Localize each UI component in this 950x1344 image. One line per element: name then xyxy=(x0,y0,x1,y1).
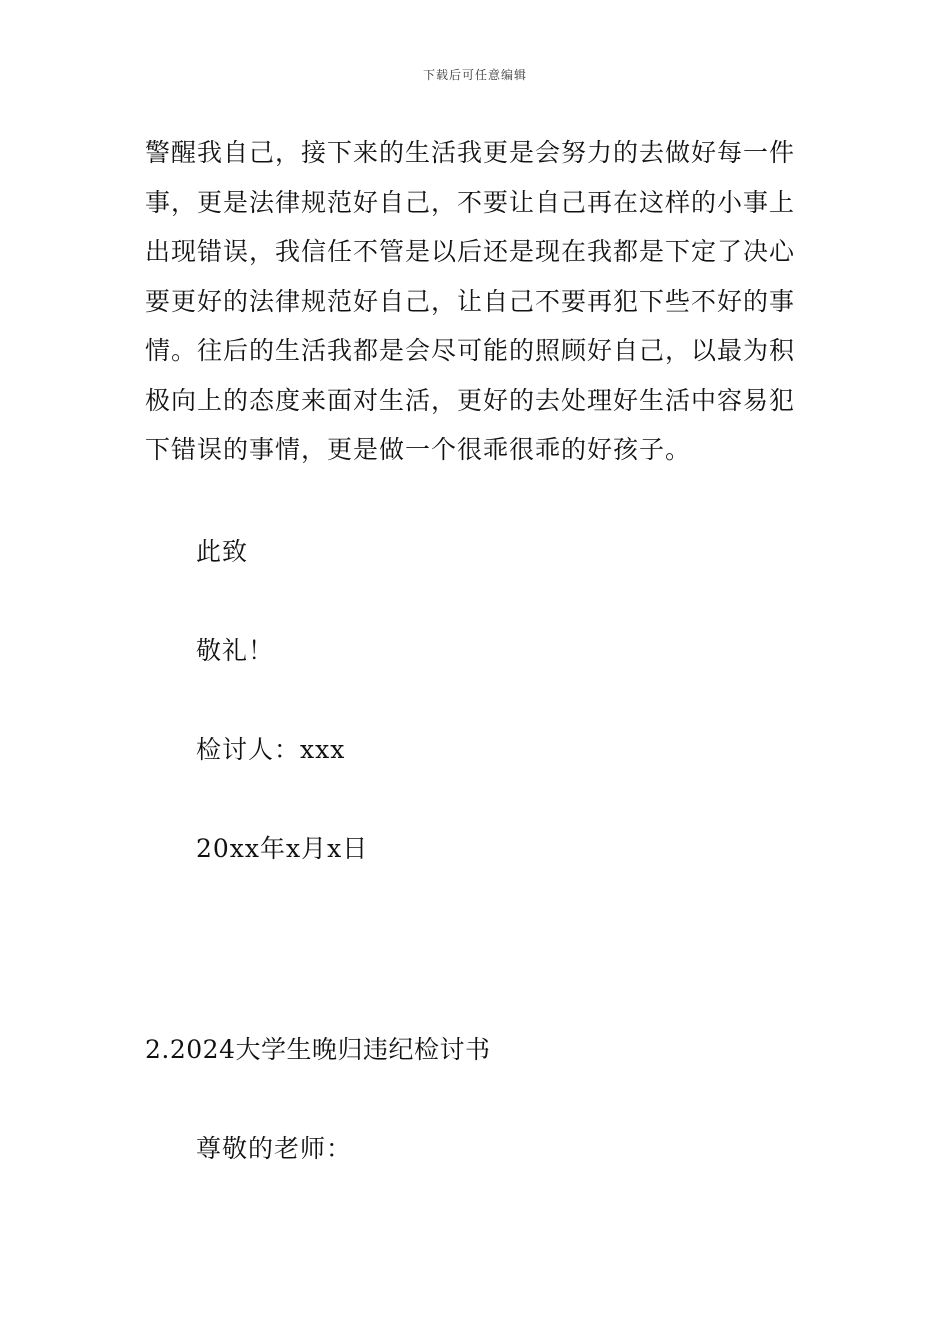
paragraph-line: 要更好的法律规范好自己，让自己不要再犯下些不好的事 xyxy=(145,286,796,316)
header-note: 下载后可任意编辑 xyxy=(422,68,527,82)
paragraph-line: 情。往后的生活我都是会尽可能的照顾好自己，以最为积 xyxy=(145,336,796,365)
signer-line: 检讨人：xxx xyxy=(196,735,346,764)
paragraph-line: 警醒我自己，接下来的生活我更是会努力的去做好每一件 xyxy=(145,138,796,167)
paragraph-line: 事，更是法律规范好自己，不要让自己再在这样的小事上 xyxy=(145,187,796,217)
closing-salutation: 此致 xyxy=(196,537,249,566)
letter-greeting: 尊敬的老师： xyxy=(196,1134,353,1163)
paragraph-line: 极向上的态度来面对生活，更好的去处理好生活中容易犯 xyxy=(145,385,796,415)
closing-regards: 敬礼！ xyxy=(196,636,275,665)
body-paragraph xyxy=(145,128,815,475)
paragraph-line: 下错误的事情，更是做一个很乖很乖的好孩子。 xyxy=(145,435,692,464)
paragraph-line: 出现错误，我信任不管是以后还是现在我都是下定了决心 xyxy=(145,237,796,266)
date-line: 20xx年x月x日 xyxy=(196,834,369,863)
section-title: 2.2024大学生晚归违纪检讨书 xyxy=(145,1035,491,1064)
